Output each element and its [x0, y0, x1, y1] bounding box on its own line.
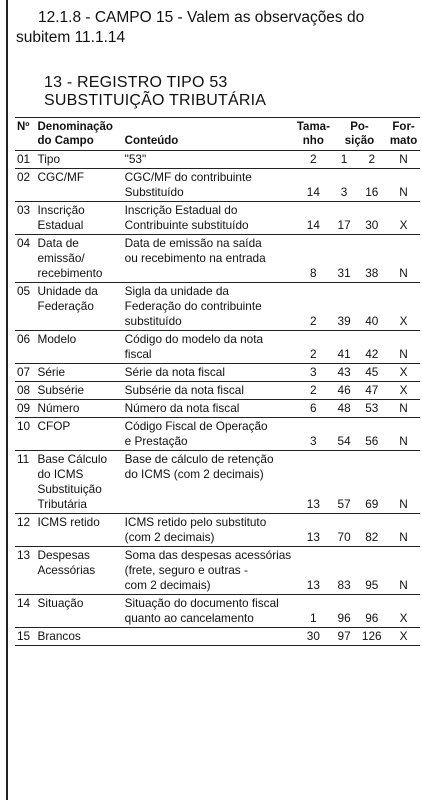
row-position-start: 70: [332, 514, 357, 547]
row-field-name: Situação: [36, 595, 123, 628]
row-field-name: Número: [36, 400, 123, 418]
header-size: Tama- nho: [295, 118, 332, 151]
row-format: N: [387, 235, 420, 283]
row-field-name: Data de emissão/ recebimento: [36, 235, 123, 283]
row-field-name: CFOP: [36, 418, 123, 451]
row-position-end: 40: [356, 283, 387, 331]
row-format: N: [387, 331, 420, 364]
row-position-end: 16: [356, 169, 387, 202]
row-field-name: Base Cálculo do ICMS Substituição Tributária: [36, 451, 123, 514]
row-position-end: 82: [356, 514, 387, 547]
row-format: X: [387, 283, 420, 331]
row-position-start: 43: [332, 364, 357, 382]
register-title-line-2: SUBSTITUIÇÃO TRIBUTÁRIA: [44, 92, 267, 109]
row-size: 2: [295, 382, 332, 400]
row-field-name: Série: [36, 364, 123, 382]
header-name: Denominação do Campo: [36, 118, 123, 151]
row-position-end: 38: [356, 235, 387, 283]
table-row: [15, 400, 420, 418]
row-field-name: Subsérie: [36, 382, 123, 400]
table-row: [15, 202, 420, 235]
row-content: Inscrição Estadual do Contribuinte substituído: [123, 202, 295, 235]
row-content: Sigla da unidade da Federação do contribuinte substituído: [123, 283, 295, 331]
header-position: Po- sição: [332, 118, 387, 151]
header-format: For- mato: [387, 118, 420, 151]
row-position-start: 41: [332, 331, 357, 364]
row-format: N: [387, 514, 420, 547]
row-field-name: Unidade da Federação: [36, 283, 123, 331]
table-row: [15, 283, 420, 331]
row-content: Data de emissão na saída ou recebimento na entrada: [123, 235, 295, 283]
register-table: [15, 117, 420, 646]
header-content: Conteúdo: [123, 118, 295, 151]
row-size: 14: [295, 169, 332, 202]
row-position-start: 31: [332, 235, 357, 283]
row-number: 15: [15, 628, 36, 646]
row-position-end: 95: [356, 547, 387, 595]
row-content: Soma das despesas acessórias (frete, seguro e outras - com 2 decimais): [123, 547, 295, 595]
register-title-line-1: 13 - REGISTRO TIPO 53: [44, 74, 228, 91]
row-number: 10: [15, 418, 36, 451]
row-format: N: [387, 418, 420, 451]
table-body: [15, 151, 420, 646]
row-position-end: 45: [356, 364, 387, 382]
row-content: Número da nota fiscal: [123, 400, 295, 418]
row-format: N: [387, 547, 420, 595]
row-position-start: 57: [332, 451, 357, 514]
row-field-name: CGC/MF: [36, 169, 123, 202]
table-row: [15, 169, 420, 202]
table-row: [15, 364, 420, 382]
row-format: N: [387, 151, 420, 169]
row-format: X: [387, 595, 420, 628]
row-size: 13: [295, 547, 332, 595]
table-row: [15, 151, 420, 169]
row-content: Base de cálculo de retenção do ICMS (com 2 decimais): [123, 451, 295, 514]
row-position-start: 48: [332, 400, 357, 418]
row-position-start: 17: [332, 202, 357, 235]
row-position-end: 56: [356, 418, 387, 451]
row-field-name: Modelo: [36, 331, 123, 364]
table-row: [15, 235, 420, 283]
row-number: 12: [15, 514, 36, 547]
row-size: 30: [295, 628, 332, 646]
row-size: 8: [295, 235, 332, 283]
row-position-start: 54: [332, 418, 357, 451]
row-content: Série da nota fiscal: [123, 364, 295, 382]
row-content: Código do modelo da nota fiscal: [123, 331, 295, 364]
row-format: X: [387, 628, 420, 646]
row-number: 07: [15, 364, 36, 382]
row-number: 09: [15, 400, 36, 418]
row-size: 3: [295, 418, 332, 451]
row-field-name: Despesas Acessórias: [36, 547, 123, 595]
row-format: X: [387, 382, 420, 400]
row-content: Situação do documento fiscal quanto ao cancelamento: [123, 595, 295, 628]
row-number: 14: [15, 595, 36, 628]
row-number: 11: [15, 451, 36, 514]
row-format: N: [387, 169, 420, 202]
row-format: N: [387, 451, 420, 514]
row-size: 2: [295, 283, 332, 331]
row-field-name: Inscrição Estadual: [36, 202, 123, 235]
row-position-end: 126: [356, 628, 387, 646]
row-number: 03: [15, 202, 36, 235]
row-size: 1: [295, 595, 332, 628]
row-number: 04: [15, 235, 36, 283]
row-content: [123, 628, 295, 646]
row-size: 6: [295, 400, 332, 418]
row-position-end: 42: [356, 331, 387, 364]
row-size: 13: [295, 451, 332, 514]
row-number: 02: [15, 169, 36, 202]
row-position-start: 39: [332, 283, 357, 331]
row-number: 13: [15, 547, 36, 595]
row-content: Subsérie da nota fiscal: [123, 382, 295, 400]
row-number: 05: [15, 283, 36, 331]
table-row: [15, 628, 420, 646]
row-format: X: [387, 364, 420, 382]
row-field-name: Brancos: [36, 628, 123, 646]
table-row: [15, 418, 420, 451]
row-content: CGC/MF do contribuinte Substituído: [123, 169, 295, 202]
row-number: 01: [15, 151, 36, 169]
row-position-end: 30: [356, 202, 387, 235]
row-position-start: 1: [332, 151, 357, 169]
note-line-2: subitem 11.1.14: [16, 29, 126, 46]
row-position-end: 2: [356, 151, 387, 169]
row-size: 14: [295, 202, 332, 235]
row-content: ICMS retido pelo substituto (com 2 decimais): [123, 514, 295, 547]
row-number: 08: [15, 382, 36, 400]
row-field-name: Tipo: [36, 151, 123, 169]
row-number: 06: [15, 331, 36, 364]
row-field-name: ICMS retido: [36, 514, 123, 547]
row-size: 2: [295, 331, 332, 364]
table-row: [15, 451, 420, 514]
section-note: [16, 8, 416, 48]
margin-rule: [6, 0, 8, 800]
row-position-end: 47: [356, 382, 387, 400]
row-position-start: 97: [332, 628, 357, 646]
row-position-start: 3: [332, 169, 357, 202]
header-num: Nº: [15, 118, 36, 151]
table-row: [15, 382, 420, 400]
note-line-1: 12.1.8 - CAMPO 15 - Valem as observações do: [38, 9, 365, 26]
row-format: N: [387, 400, 420, 418]
table-row: [15, 331, 420, 364]
row-position-start: 46: [332, 382, 357, 400]
table-row: [15, 547, 420, 595]
register-title: [44, 74, 266, 110]
table-row: [15, 514, 420, 547]
row-position-end: 69: [356, 451, 387, 514]
row-size: 13: [295, 514, 332, 547]
row-size: 3: [295, 364, 332, 382]
row-position-start: 83: [332, 547, 357, 595]
row-content: "53": [123, 151, 295, 169]
row-size: 2: [295, 151, 332, 169]
row-position-end: 96: [356, 595, 387, 628]
table-header-row: [15, 118, 420, 151]
row-position-end: 53: [356, 400, 387, 418]
row-content: Código Fiscal de Operação e Prestação: [123, 418, 295, 451]
table-row: [15, 595, 420, 628]
row-position-start: 96: [332, 595, 357, 628]
row-format: X: [387, 202, 420, 235]
